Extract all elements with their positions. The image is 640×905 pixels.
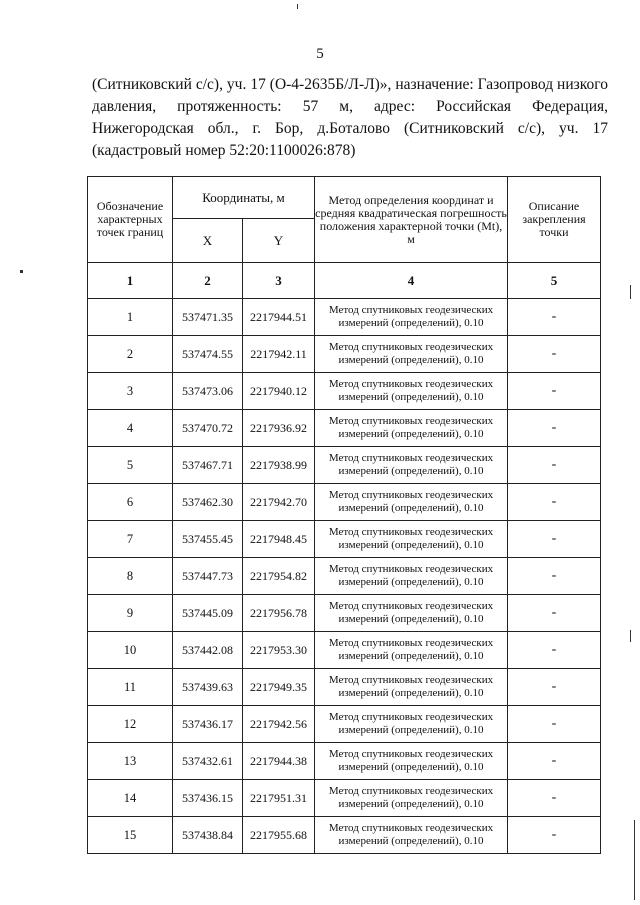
point-number: 2 (88, 336, 173, 373)
y-coordinate: 2217948.45 (243, 521, 315, 558)
description-cell: - (508, 743, 601, 780)
table-row (88, 669, 601, 706)
point-number: 7 (88, 521, 173, 558)
x-coordinate: 537438.84 (173, 817, 243, 854)
description-cell: - (508, 595, 601, 632)
y-coordinate: 2217942.56 (243, 706, 315, 743)
point-number: 5 (88, 447, 173, 484)
y-coordinate: 2217956.78 (243, 595, 315, 632)
table-row (88, 484, 601, 521)
header-x: X (173, 219, 243, 263)
table-row (88, 299, 601, 336)
description-cell: - (508, 336, 601, 373)
table-row (88, 743, 601, 780)
y-coordinate: 2217942.11 (243, 336, 315, 373)
method-cell: Метод спутниковых геодезических измерений (определений), 0.10 (315, 336, 508, 373)
point-number: 4 (88, 410, 173, 447)
point-number: 8 (88, 558, 173, 595)
description-cell: - (508, 780, 601, 817)
y-coordinate: 2217940.12 (243, 373, 315, 410)
table-row (88, 595, 601, 632)
y-coordinate: 2217955.68 (243, 817, 315, 854)
y-coordinate: 2217938.99 (243, 447, 315, 484)
x-coordinate: 537439.63 (173, 669, 243, 706)
column-number-1: 1 (88, 263, 173, 299)
scan-mark (630, 285, 631, 299)
page-number: 5 (316, 46, 324, 62)
x-coordinate: 537462.30 (173, 484, 243, 521)
scan-mark (630, 630, 631, 642)
x-coordinate: 537455.45 (173, 521, 243, 558)
point-number: 10 (88, 632, 173, 669)
description-cell: - (508, 484, 601, 521)
header-y: Y (243, 219, 315, 263)
header-coords: Координаты, м (173, 177, 315, 219)
table-row (88, 410, 601, 447)
scan-mark (634, 820, 635, 900)
y-coordinate: 2217951.31 (243, 780, 315, 817)
method-cell: Метод спутниковых геодезических измерений (определений), 0.10 (315, 817, 508, 854)
x-coordinate: 537447.73 (173, 558, 243, 595)
table-row (88, 817, 601, 854)
x-coordinate: 537467.71 (173, 447, 243, 484)
column-number-5: 5 (508, 263, 601, 299)
description-cell: - (508, 521, 601, 558)
point-number: 11 (88, 669, 173, 706)
table-row (88, 558, 601, 595)
x-coordinate: 537471.35 (173, 299, 243, 336)
method-cell: Метод спутниковых геодезических измерений (определений), 0.10 (315, 447, 508, 484)
y-coordinate: 2217953.30 (243, 632, 315, 669)
point-number: 13 (88, 743, 173, 780)
header-point: Обозначение характерных точек границ (88, 177, 173, 263)
y-coordinate: 2217954.82 (243, 558, 315, 595)
x-coordinate: 537474.55 (173, 336, 243, 373)
method-cell: Метод спутниковых геодезических измерений (определений), 0.10 (315, 595, 508, 632)
description-cell: - (508, 447, 601, 484)
y-coordinate: 2217949.35 (243, 669, 315, 706)
x-coordinate: 537432.61 (173, 743, 243, 780)
method-cell: Метод спутниковых геодезических измерений (определений), 0.10 (315, 706, 508, 743)
scan-mark (20, 270, 23, 273)
description-cell: - (508, 706, 601, 743)
point-number: 3 (88, 373, 173, 410)
table-row (88, 780, 601, 817)
method-cell: Метод спутниковых геодезических измерений (определений), 0.10 (315, 299, 508, 336)
description-cell: - (508, 632, 601, 669)
method-cell: Метод спутниковых геодезических измерений (определений), 0.10 (315, 373, 508, 410)
column-number-4: 4 (315, 263, 508, 299)
table-row (88, 706, 601, 743)
method-cell: Метод спутниковых геодезических измерений (определений), 0.10 (315, 743, 508, 780)
description-cell: - (508, 299, 601, 336)
column-number-2: 2 (173, 263, 243, 299)
header-method: Метод определения координат и средняя квадратическая погрешность положения характерной точки (Mt), м (315, 177, 508, 263)
x-coordinate: 537436.15 (173, 780, 243, 817)
method-cell: Метод спутниковых геодезических измерений (определений), 0.10 (315, 780, 508, 817)
y-coordinate: 2217942.70 (243, 484, 315, 521)
column-number-3: 3 (243, 263, 315, 299)
x-coordinate: 537470.72 (173, 410, 243, 447)
x-coordinate: 537442.08 (173, 632, 243, 669)
table-body (88, 299, 601, 854)
y-coordinate: 2217936.92 (243, 410, 315, 447)
method-cell: Метод спутниковых геодезических измерений (определений), 0.10 (315, 521, 508, 558)
description-cell: - (508, 669, 601, 706)
point-number: 12 (88, 706, 173, 743)
point-number: 14 (88, 780, 173, 817)
point-number: 15 (88, 817, 173, 854)
point-number: 1 (88, 299, 173, 336)
method-cell: Метод спутниковых геодезических измерений (определений), 0.10 (315, 669, 508, 706)
point-number: 6 (88, 484, 173, 521)
description-cell: - (508, 373, 601, 410)
method-cell: Метод спутниковых геодезических измерений (определений), 0.10 (315, 484, 508, 521)
description-cell: - (508, 410, 601, 447)
table-row (88, 632, 601, 669)
table-row (88, 336, 601, 373)
intro-paragraph: (Ситниковский с/с), уч. 17 (О-4-2635Б/Л-Л)», назначение: Газопровод низкого давления, протяженность: 57 м, адрес: Российская Федерация, Нижегородская обл., г. Бор, д.Боталово (Ситниковский с/с), уч. 17 (кадастровый номер 52:20:1100026:878) (92, 76, 608, 159)
point-number: 9 (88, 595, 173, 632)
scan-mark (297, 4, 298, 9)
coordinates-table (87, 176, 601, 854)
description-cell: - (508, 558, 601, 595)
method-cell: Метод спутниковых геодезических измерений (определений), 0.10 (315, 558, 508, 595)
table-row (88, 521, 601, 558)
header-description: Описание закрепления точки (508, 177, 601, 263)
table-row (88, 373, 601, 410)
y-coordinate: 2217944.38 (243, 743, 315, 780)
description-cell: - (508, 817, 601, 854)
x-coordinate: 537436.17 (173, 706, 243, 743)
method-cell: Метод спутниковых геодезических измерений (определений), 0.10 (315, 410, 508, 447)
x-coordinate: 537473.06 (173, 373, 243, 410)
y-coordinate: 2217944.51 (243, 299, 315, 336)
method-cell: Метод спутниковых геодезических измерений (определений), 0.10 (315, 632, 508, 669)
table-row (88, 447, 601, 484)
x-coordinate: 537445.09 (173, 595, 243, 632)
